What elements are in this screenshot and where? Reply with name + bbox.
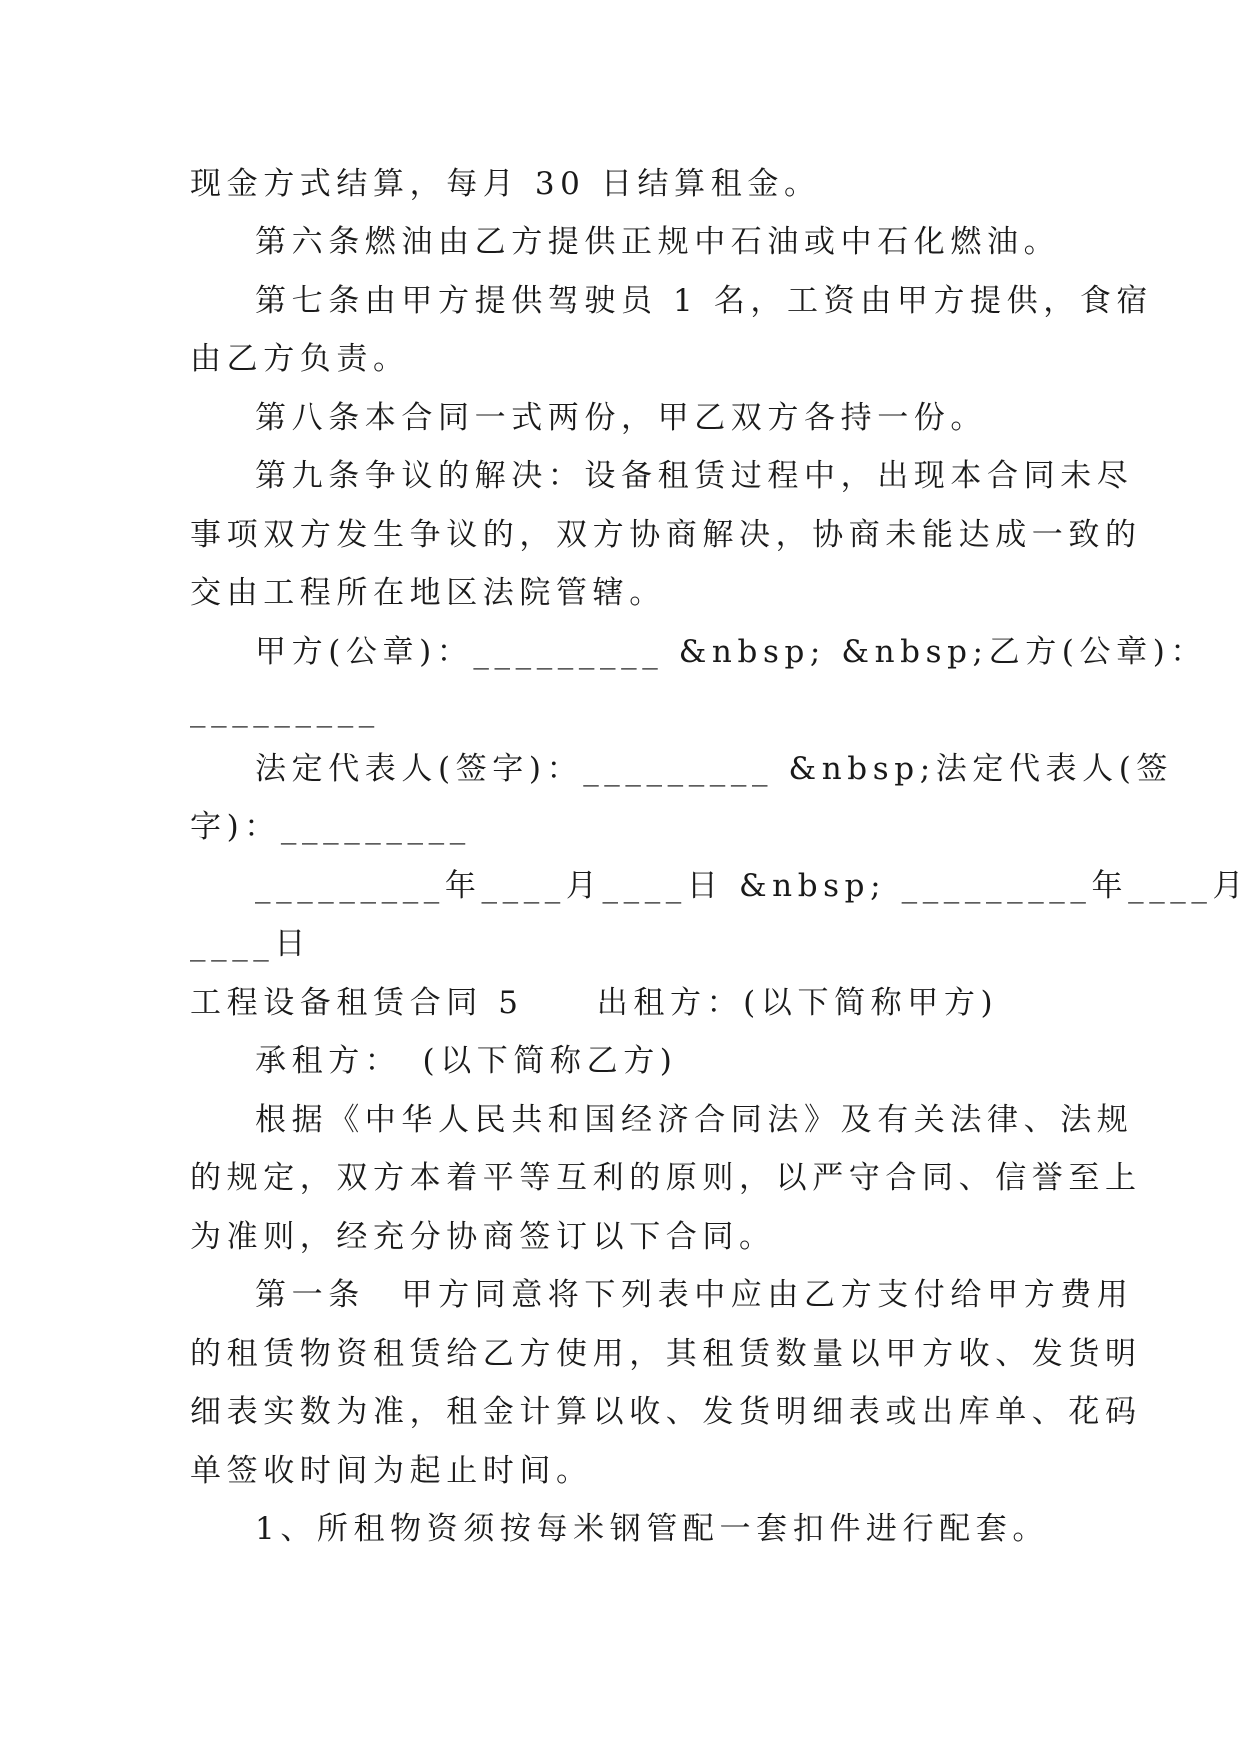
text-line: 根据《中华人民共和国经济合同法》及有关法律、法规 (255, 1102, 1134, 1138)
text-line: 由乙方负责。 (190, 341, 410, 377)
text-line: 交由工程所在地区法院管辖。 (190, 575, 666, 611)
text-line: 第六条燃油由乙方提供正规中石油或中石化燃油。 (255, 224, 1061, 260)
text-line: 第八条本合同一式两份，甲乙双方各持一份。 (255, 400, 987, 436)
text-line: 现金方式结算，每月 30 日结算租金。 (190, 166, 821, 202)
text-line: 第七条由甲方提供驾驶员 1 名，工资由甲方提供，食宿 (255, 283, 1154, 319)
text-line: 的租赁物资租赁给乙方使用，其租赁数量以甲方收、发货明 (190, 1336, 1142, 1372)
date-line: _________年____月____日 &nbsp; _________年____月 (255, 868, 1249, 904)
text-line: 第一条 甲方同意将下列表中应由乙方支付给甲方费用 (255, 1277, 1134, 1313)
date-line: ____日 (190, 926, 311, 962)
text-line: 事项双方发生争议的，双方协商解决，协商未能达成一致的 (190, 517, 1142, 553)
text-line: 的规定，双方本着平等互利的原则，以严守合同、信誉至上 (190, 1160, 1142, 1196)
signature-line: 字)：_________ (190, 809, 471, 845)
text-line: 工程设备租赁合同 5 出租方：(以下简称甲方) (190, 985, 999, 1021)
text-line: 承租方： (以下简称乙方) (255, 1043, 678, 1079)
text-line: 单签收时间为起止时间。 (190, 1453, 593, 1489)
text-line: 1、所租物资须按每米钢管配一套扣件进行配套。 (255, 1511, 1049, 1547)
signature-line: _________ (190, 692, 380, 728)
text-line: 为准则，经充分协商签订以下合同。 (190, 1219, 776, 1255)
signature-line: 甲方(公章)：_________ &nbsp; &nbsp;乙方(公章)： (255, 634, 1207, 670)
text-line: 第九条争议的解决：设备租赁过程中，出现本合同未尽 (255, 458, 1134, 494)
text-line: 细表实数为准，租金计算以收、发货明细表或出库单、花码 (190, 1394, 1142, 1430)
signature-line: 法定代表人(签字)：_________ &nbsp;法定代表人(签 (255, 751, 1174, 787)
